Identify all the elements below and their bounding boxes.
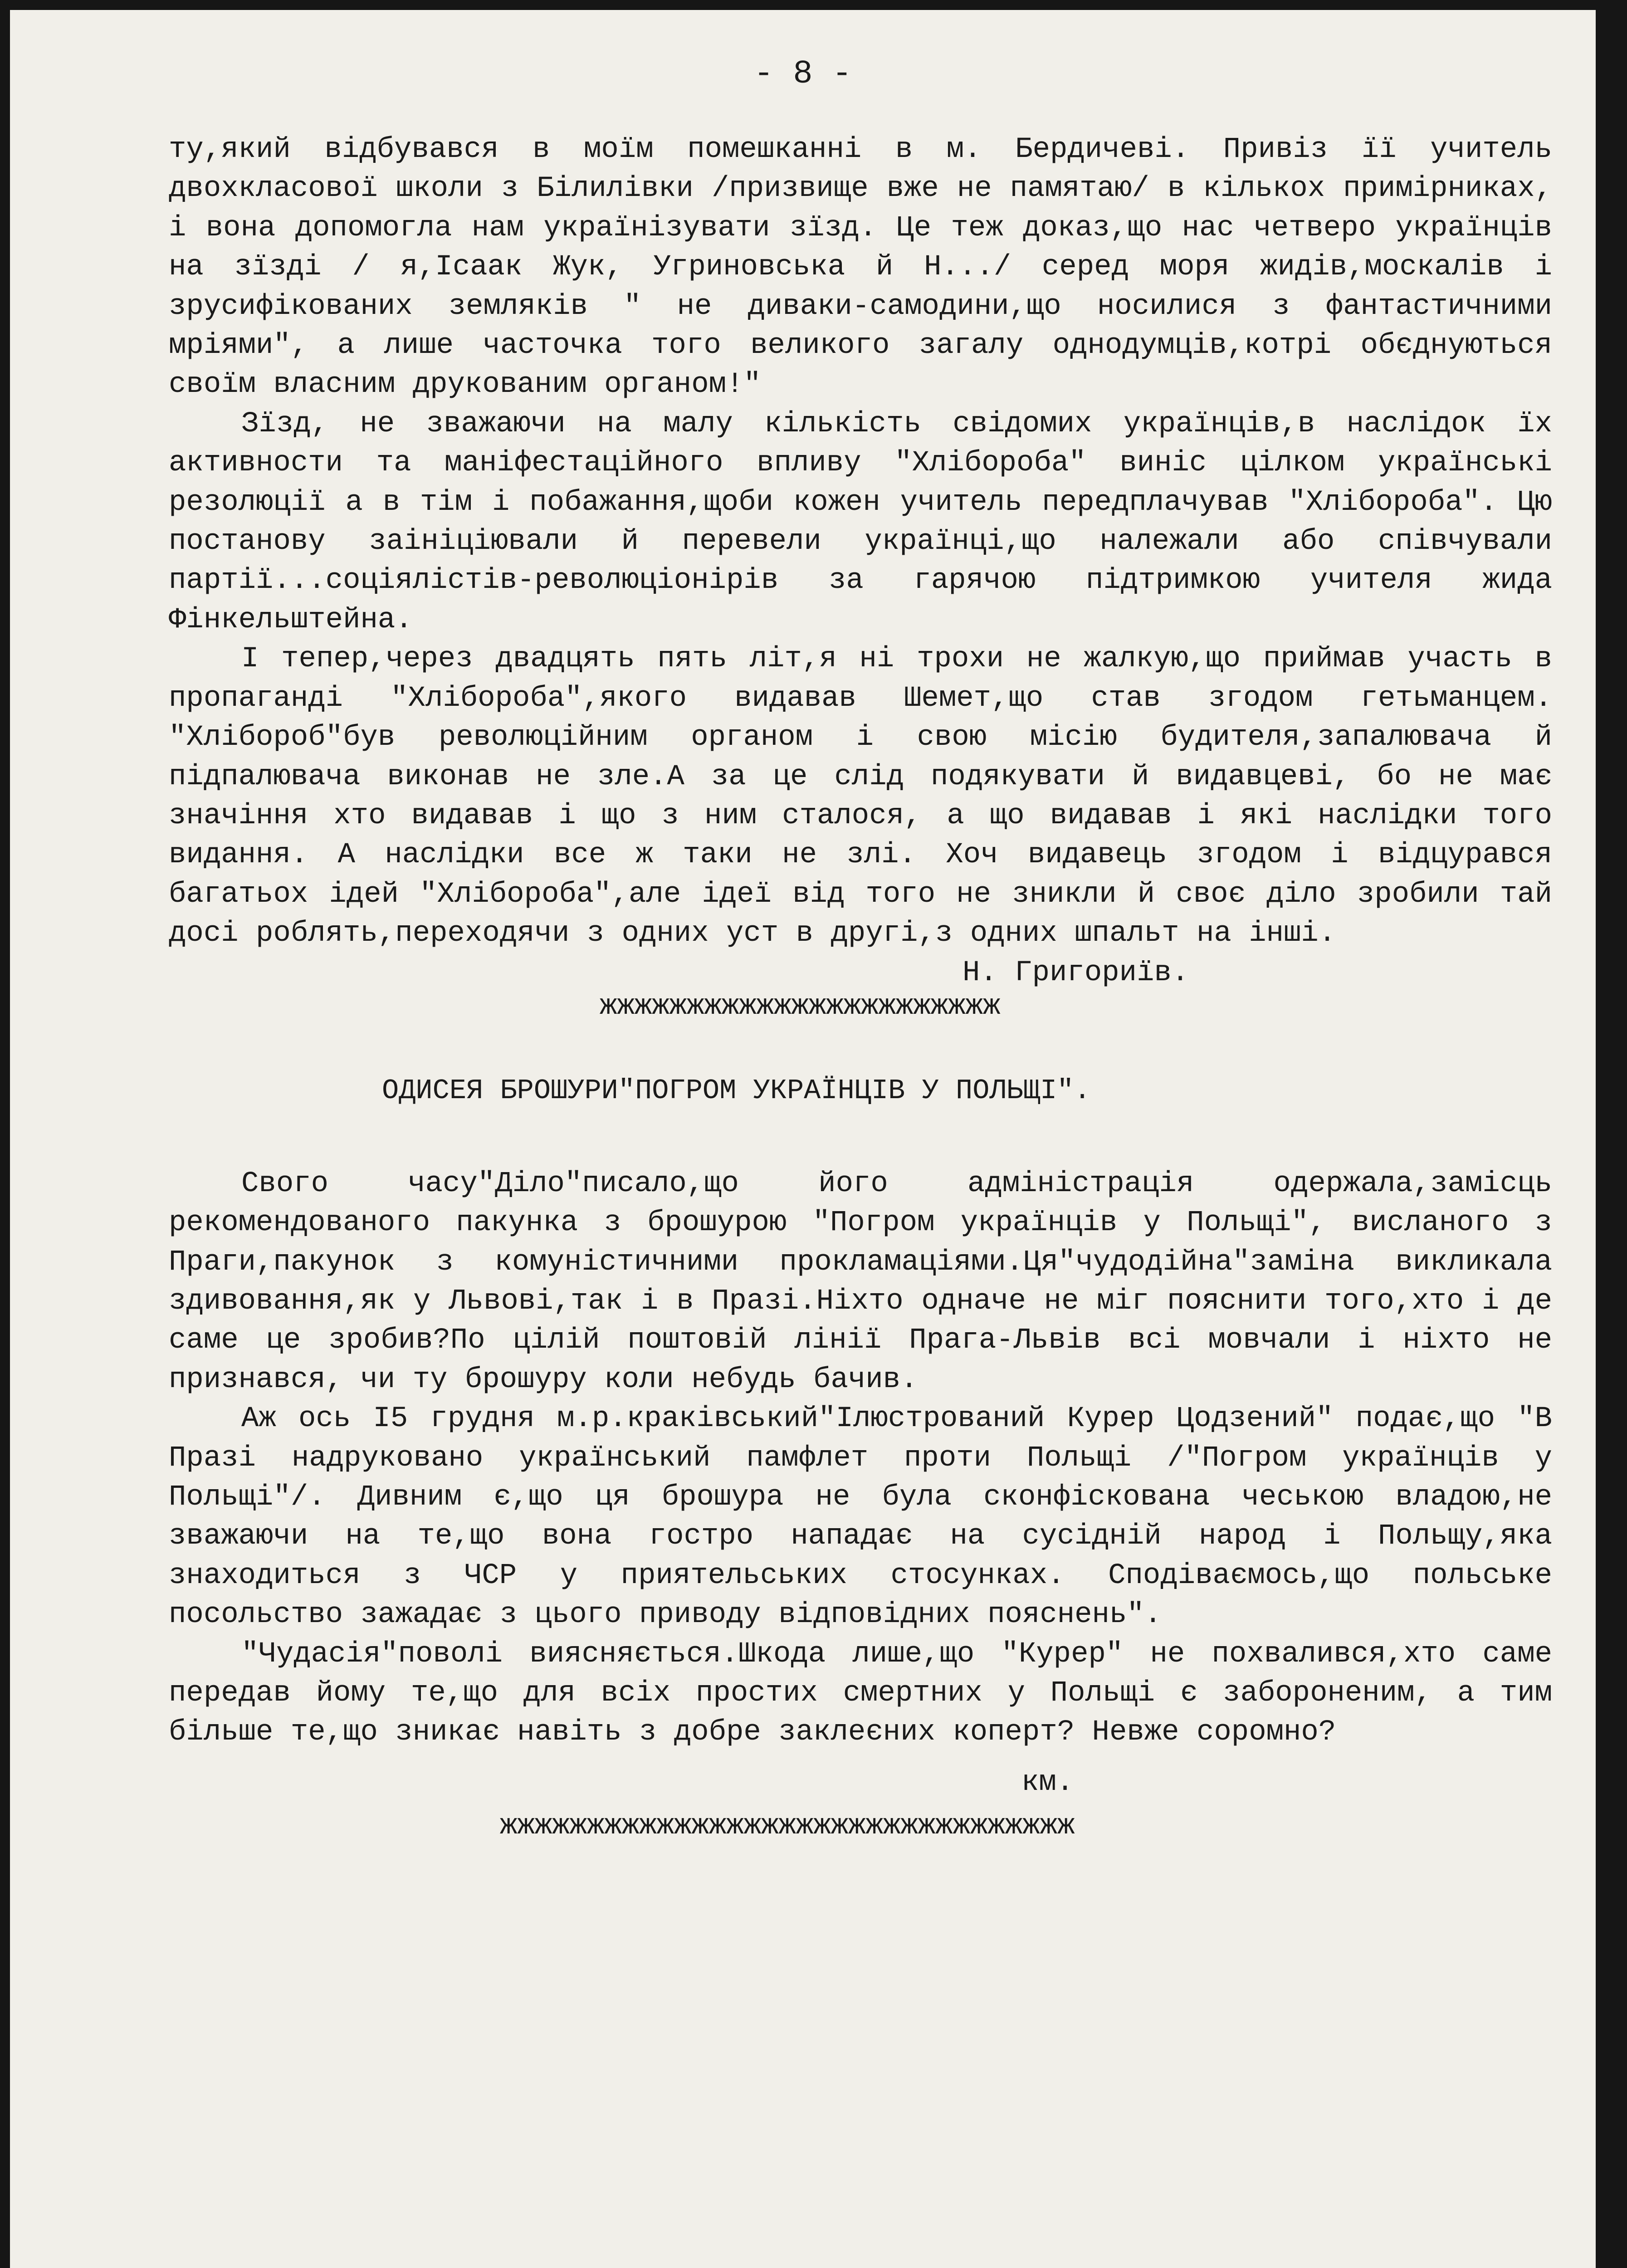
separator-line: жжжжжжжжжжжжжжжжжжжжжжж	[600, 990, 1001, 1023]
author-initials: км.	[1021, 1766, 1074, 1799]
paragraph-continuation: ту,який відбувався в моїм помешканні в м. Бердичеві. Привіз її учитель двохкласової школи з Білилівки /призвище вже не памятаю/ в кількох примірниках, і вона допомогла нам українізувати зїзд. Це теж доказ,що нас четверо українців на зїзді / я,Ісаак Жук, Угриновська й Н.../ серед моря жидів,москалів і зрусифікованих земляків " не диваки-самодини,що носилися з фантастичними мріями", а лише часточка того великого загалу однодумців,котрі обєднуються своїм власним друкованим органом!"	[169, 133, 1552, 401]
paragraph-chudasia: "Чудасія"поволі виясняється.Шкода лише,що "Курер" не похвалився,хто саме передав йому те,що для всіх простих смертних у Польщі є забороненим, а тим більше те,що зникає навіть з добре заклеєних коперт? Невже соромно?	[169, 1637, 1552, 1749]
paragraph-dilo: Свого часу"Діло"писало,що його адміністрація одержала,замісць рекомендованого пакунка з брошурою "Погром українців у Польщі", висланого з Праги,пакунок з комуністичними прокламаціями.Ця"чудодійна"заміна викликала здивовання,як у Львові,так і в Празі.Ніхто одначе не міг пояснити того,хто і де саме це зробив?По цілій поштовій лінії Прага-Львів всі мовчали і ніхто не признався, чи ту брошуру коли небудь бачив.	[169, 1167, 1552, 1396]
document-page	[10, 10, 1596, 2268]
paragraph-reflection: І тепер,через двадцять пять літ,я ні трохи не жалкую,що приймав участь в пропаганді "Хлібороба",якого видавав Шемет,що став згодом гетьманцем. "Хлібороб"був революційним органом і свою місію будителя,запалювача й підпалювача виконав не зле.А за це слід подякувати й видавцеві, бо не має значіння хто видавав і що з ним сталося, а що видавав і які наслідки того видання. А наслідки все ж таки не злі. Хоч видавець згодом і відцурався багатьох ідей "Хлібороба",але ідеї від того не зникли й своє діло зробили тай досі роблять,переходячи з одних уст в другі,з одних шпальт на інші.	[169, 643, 1552, 950]
page-content	[169, 130, 1552, 1846]
paragraph-congress: Зїзд, не зважаючи на малу кількість свідомих українців,в наслідок їх активности та маніфестаційного впливу "Хлібороба" виніс цілком українські резолюції а в тім і побажання,щоби кожен учитель передплачував "Хлібороба". Цю постанову заініціювали й перевели українці,що належали або співчували партії...соціялістів-революціонірів за гарячою підтримкою учителя жида Фінкельштейна.	[169, 407, 1552, 636]
author-signature: Н. Григориїв.	[963, 956, 1189, 989]
separator-line-end: жжжжжжжжжжжжжжжжжжжжжжжжжжжжжжжжж	[500, 1810, 1075, 1843]
paragraph-kurier: Аж ось I5 грудня м.р.краківський"Ілюстрований Курер Цодзений" подає,що "В Празі надруковано український памфлет проти Польщі /"Погром українців у Польщі"/. Дивним є,що ця брошура не була сконфіскована чеською владою,не зважаючи на те,що вона гостро нападає на сусідній народ і Польщу,яка знаходиться з ЧСР у приятельських стосунках. Сподіваємось,що польське посольство зажадає з цього приводу відповідних пояснень".	[169, 1403, 1552, 1632]
article-title: ОДИСЕЯ БРОШУРИ"ПОГРОМ УКРАЇНЦІВ У ПОЛЬЩІ".	[382, 1075, 1091, 1107]
page-number: - 8 -	[753, 55, 852, 93]
